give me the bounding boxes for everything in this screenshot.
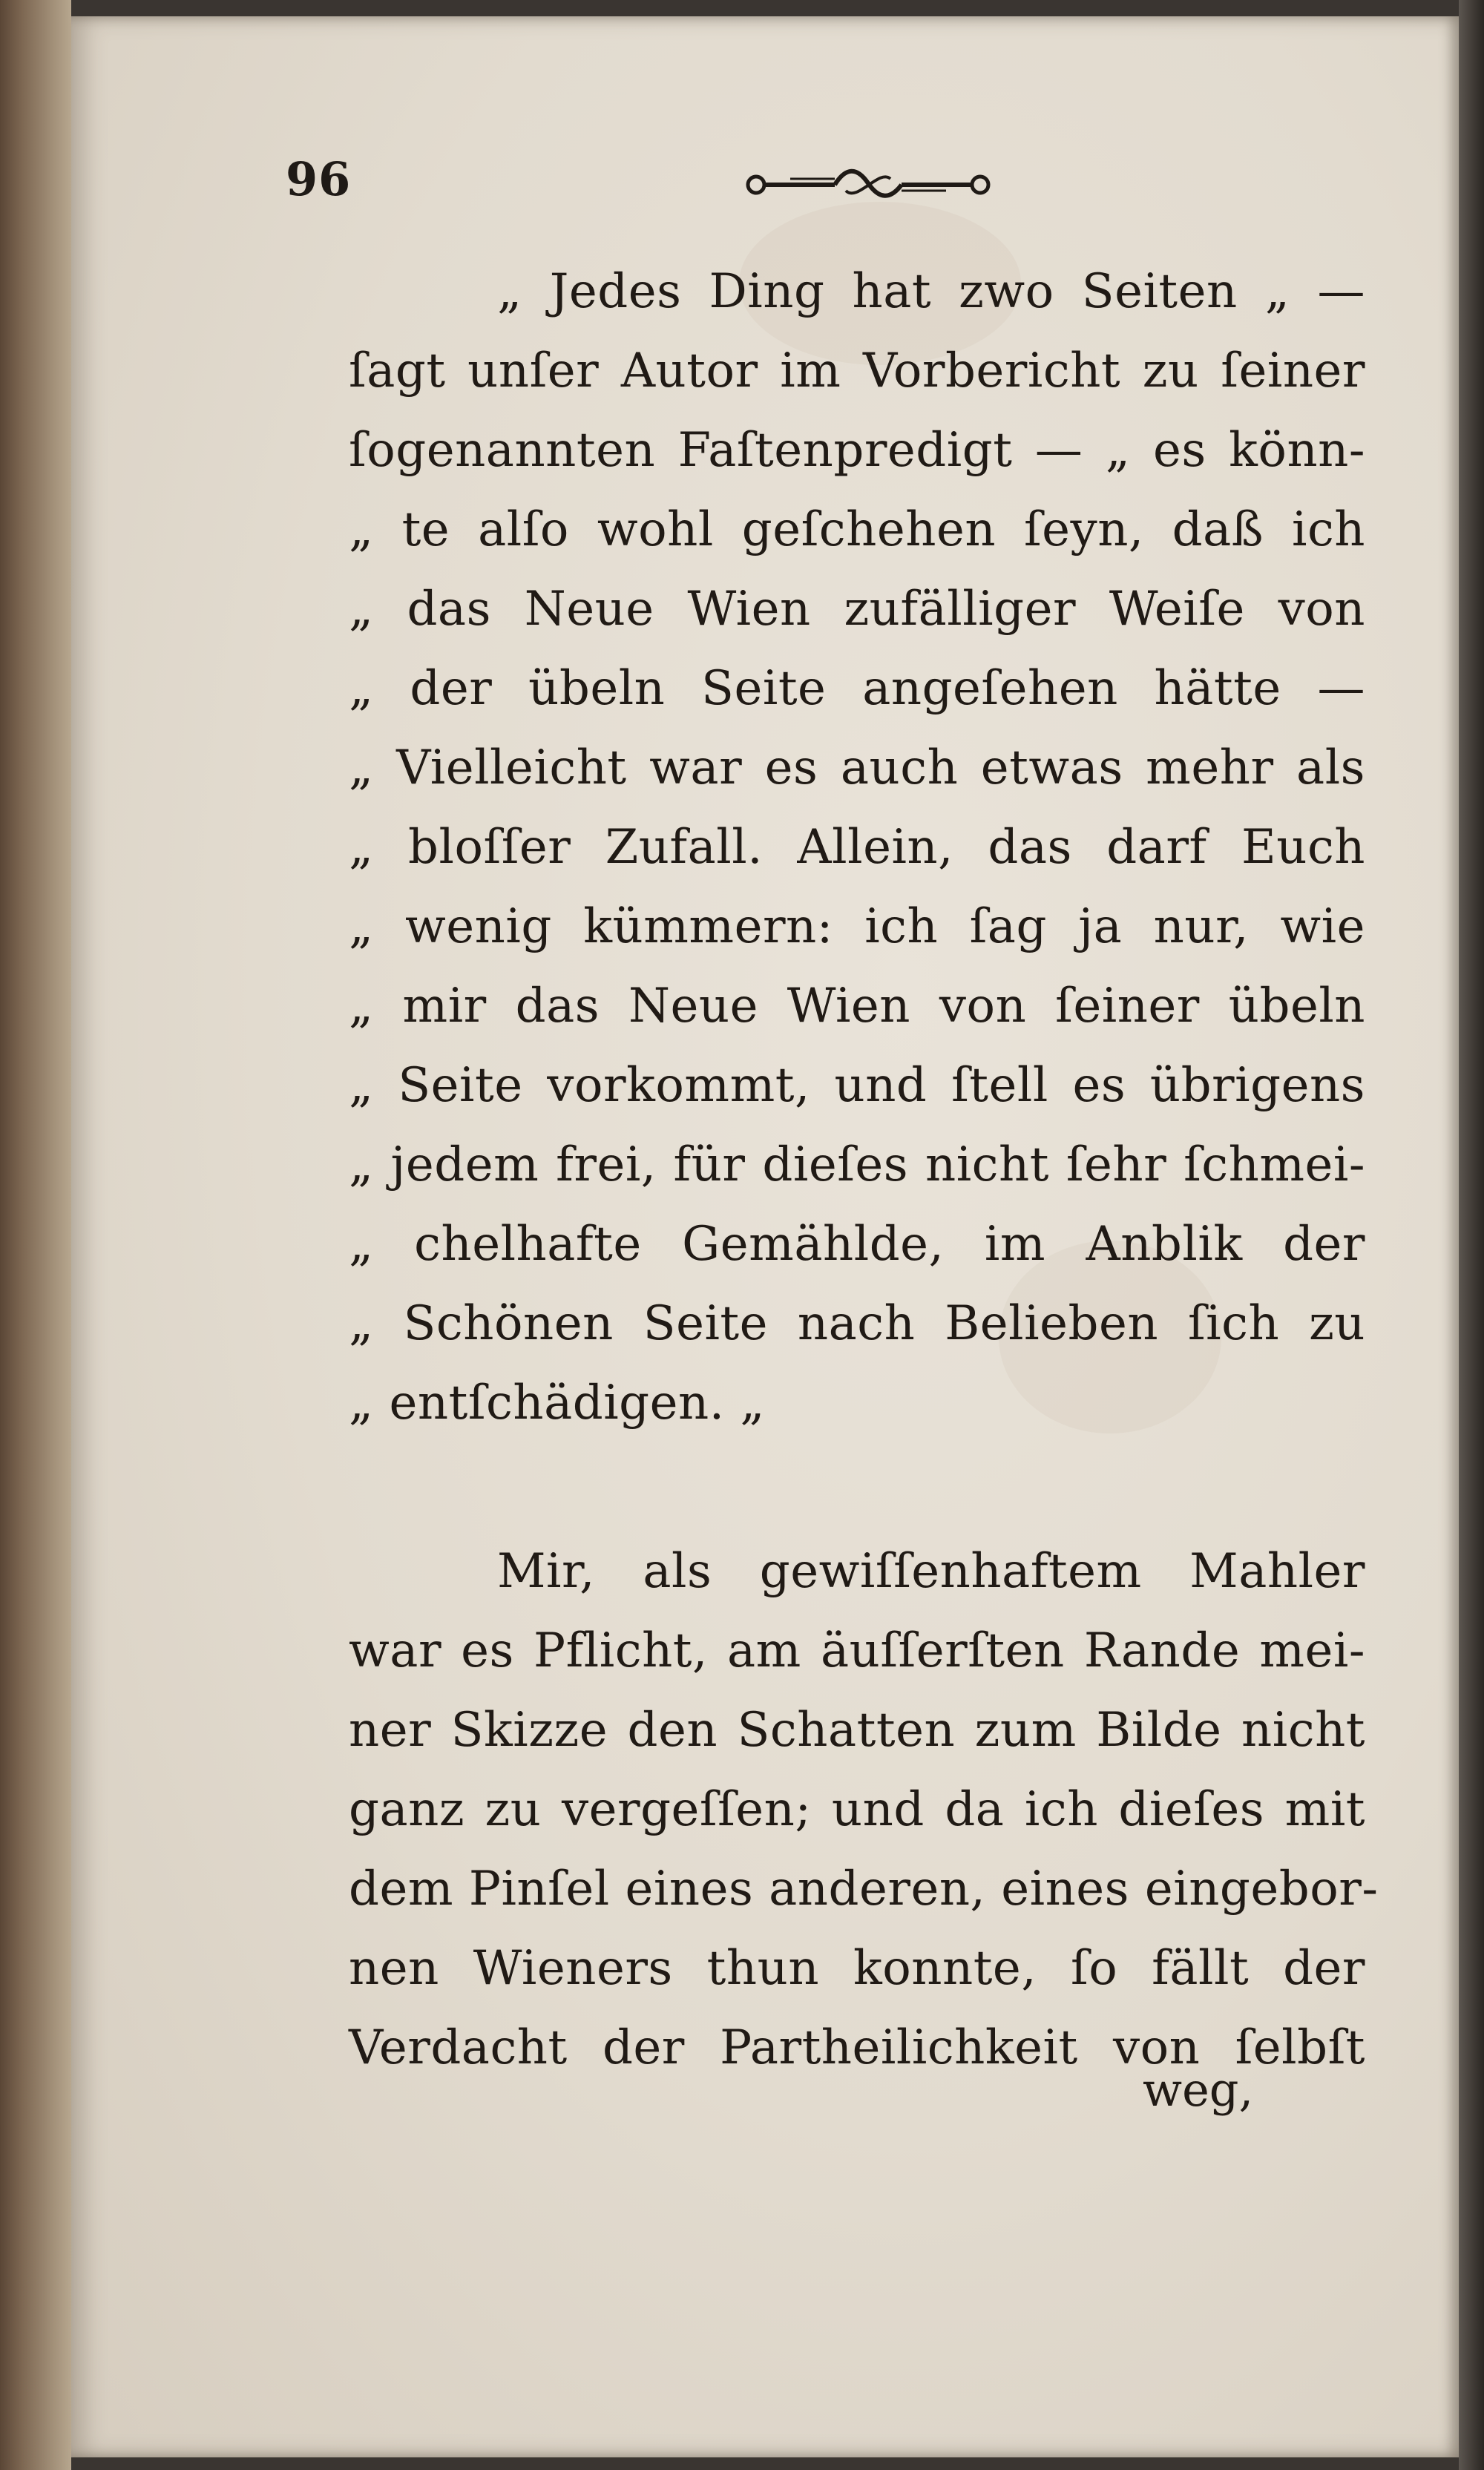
text-line: „ wenig kümmern: ich ſag ja nur, wie [349, 899, 1365, 954]
text-line: war es Pflicht, am äuſſerſten Rande mei- [349, 1623, 1365, 1678]
page-right-edge [1459, 0, 1484, 2470]
text-line: „ der übeln Seite angeſehen hätte — [349, 661, 1365, 716]
text-line: „ chelhafte Gemählde, im Anblik der [349, 1217, 1365, 1272]
text-line: „ te alſo wohl geſchehen ſeyn, daß ich [349, 502, 1365, 557]
paragraph-gap [349, 1443, 1365, 1532]
text-line: „ Vielleicht war es auch etwas mehr als [349, 740, 1365, 795]
page-number: 96 [286, 152, 352, 206]
text-line: ganz zu vergeſſen; und da ich dieſes mit [349, 1782, 1365, 1837]
text-line: Verdacht der Partheilichkeit von ſelbſt [349, 2020, 1365, 2075]
page-body-text [349, 252, 1379, 2088]
text-line: „ jedem frei, für dieſes nicht ſehr ſchmei- [349, 1137, 1365, 1192]
text-line: nen Wieners thun konnte, ſo fällt der [349, 1941, 1365, 1996]
text-line: „ entſchädigen. „ [349, 1376, 766, 1431]
ornament-rule-icon [746, 161, 991, 206]
text-line: „ Schönen Seite nach Belieben ſich zu [349, 1296, 1365, 1351]
text-line: „ mir das Neue Wien von ſeiner übeln [349, 979, 1365, 1034]
text-line: ner Skizze den Schatten zum Bilde nicht [349, 1703, 1365, 1758]
text-line: ſagt unſer Autor im Vorbericht zu ſeiner [349, 344, 1365, 398]
book-spine-edge [0, 0, 71, 2470]
catchword: weg, [1143, 2063, 1254, 2117]
text-line: ſogenannten Faſtenpredigt — „ es könn- [349, 423, 1365, 478]
text-line: „ Jedes Ding hat zwo Seiten „ — [497, 264, 1365, 319]
page-header [286, 152, 1102, 211]
text-line: „ Seite vorkommt, und ſtell es übrigens [349, 1058, 1365, 1113]
text-line: „ bloſſer Zufall. Allein, das darf Euch [349, 820, 1365, 875]
text-line: Mir, als gewiſſenhaftem Mahler [497, 1544, 1365, 1599]
text-line: „ das Neue Wien zufälliger Weiſe von [349, 582, 1365, 637]
text-line: dem Pinſel eines anderen, eines eingebor- [349, 1862, 1379, 1916]
